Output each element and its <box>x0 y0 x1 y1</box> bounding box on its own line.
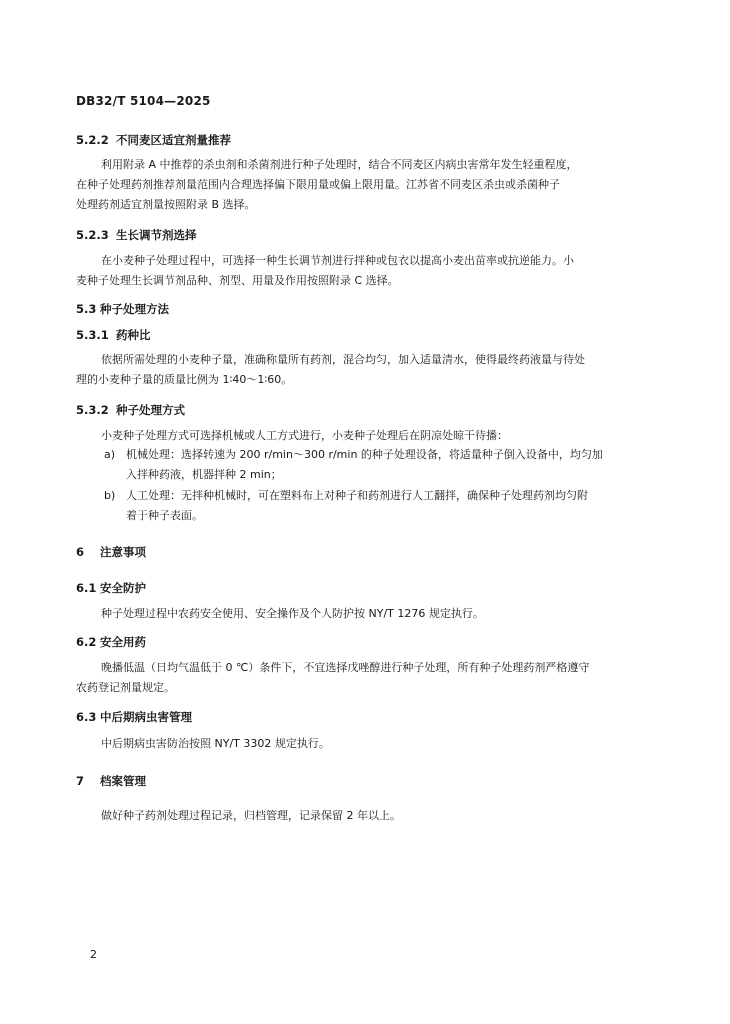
list-item-b <box>104 486 638 526</box>
list-item-a <box>104 445 638 485</box>
heading-number: 6.3 <box>76 710 97 724</box>
paragraph-6-2 <box>76 658 638 698</box>
paragraph-5-2-2 <box>76 155 638 215</box>
paragraph-line: 在小麦种子处理过程中，可选择一种生长调节剂进行拌种或包衣以提高小麦出苗率或抗逆能力。小 <box>101 254 574 267</box>
paragraph-line: 小麦种子处理方式可选择机械或人工方式进行，小麦种子处理后在阴凉处晾干待播： <box>101 429 508 442</box>
paragraph-line: 利用附录 A 中推荐的杀虫剂和杀菌剂进行种子处理时，结合不同麦区内病虫害常年发生轻重程度， <box>101 158 578 171</box>
heading-title: 档案管理 <box>100 774 146 788</box>
list-item-line: 人工处理：无拌种机械时，可在塑料布上对种子和药剂进行人工翻拌，确保种子处理药剂均匀附 <box>126 489 588 502</box>
heading-number: 6 <box>76 545 85 559</box>
paragraph-line: 中后期病虫害防治按照 NY/T 3302 规定执行。 <box>101 737 330 750</box>
heading-6-1 <box>76 580 146 596</box>
heading-number: 5.2.2 <box>76 133 109 147</box>
page-number: 2 <box>90 948 97 961</box>
paragraph-5-3-1 <box>76 350 638 390</box>
heading-title: 生长调节剂选择 <box>116 228 197 242</box>
list-item-line: 机械处理：选择转速为 200 r/min～300 r/min 的种子处理设备，将适量种子倒入设备中，均匀加 <box>126 448 603 461</box>
heading-title: 安全用药 <box>100 635 146 649</box>
paragraph-line: 处理药剂适宜剂量按照附录 B 选择。 <box>76 198 256 211</box>
paragraph-line: 麦种子处理生长调节剂品种、剂型、用量及作用按照附录 C 选择。 <box>76 274 399 287</box>
paragraph-line: 晚播低温（日均气温低于 0 ℃）条件下，不宜选择戊唑醇进行种子处理，所有种子处理药剂严格遵守 <box>101 661 590 674</box>
heading-number: 6.1 <box>76 581 97 595</box>
paragraph-6-3 <box>76 734 638 754</box>
heading-7 <box>76 773 146 789</box>
paragraph-line: 种子处理过程中农药安全使用、安全操作及个人防护按 NY/T 1276 规定执行。 <box>101 607 484 620</box>
paragraph-line: 理的小麦种子量的质量比例为 1∶40～1∶60。 <box>76 373 293 386</box>
heading-title: 不同麦区适宜剂量推荐 <box>116 133 231 147</box>
paragraph-line: 在种子处理药剂推荐剂量范围内合理选择偏下限用量或偏上限用量。江苏省不同麦区杀虫或杀菌种子 <box>76 178 560 191</box>
heading-title: 注意事项 <box>100 545 146 559</box>
heading-title: 种子处理方法 <box>100 302 169 316</box>
heading-5-2-3 <box>76 227 197 243</box>
heading-title: 安全防护 <box>100 581 146 595</box>
heading-number: 5.3.2 <box>76 403 109 417</box>
heading-number: 7 <box>76 774 85 788</box>
heading-number: 5.2.3 <box>76 228 109 242</box>
heading-5-3 <box>76 301 169 317</box>
heading-5-3-2 <box>76 402 185 418</box>
heading-5-2-2 <box>76 132 231 148</box>
document-code: DB32/T 5104—2025 <box>76 94 211 108</box>
heading-6-2 <box>76 634 146 650</box>
paragraph-5-3-2-intro <box>76 426 638 446</box>
list-item-line: 入拌种药液，机器拌种 2 min； <box>126 468 282 481</box>
list-marker: a) <box>104 448 116 461</box>
heading-number: 5.3 <box>76 302 97 316</box>
paragraph-line: 农药登记剂量规定。 <box>76 681 175 694</box>
heading-number: 5.3.1 <box>76 328 109 342</box>
heading-5-3-1 <box>76 327 151 343</box>
paragraph-5-2-3 <box>76 251 638 291</box>
paragraph-line: 依据所需处理的小麦种子量，准确称量所有药剂，混合均匀，加入适量清水，使得最终药液量与待处 <box>101 353 585 366</box>
heading-number: 6.2 <box>76 635 97 649</box>
heading-title: 药种比 <box>116 328 151 342</box>
paragraph-6-1 <box>76 604 638 624</box>
paragraph-7 <box>76 806 638 826</box>
list-marker: b) <box>104 489 116 502</box>
paragraph-line: 做好种子药剂处理过程记录，归档管理，记录保留 2 年以上。 <box>101 809 401 822</box>
list-item-line: 着于种子表面。 <box>126 509 203 522</box>
heading-6 <box>76 544 146 560</box>
heading-title: 种子处理方式 <box>116 403 185 417</box>
heading-6-3 <box>76 709 192 725</box>
heading-title: 中后期病虫害管理 <box>100 710 192 724</box>
